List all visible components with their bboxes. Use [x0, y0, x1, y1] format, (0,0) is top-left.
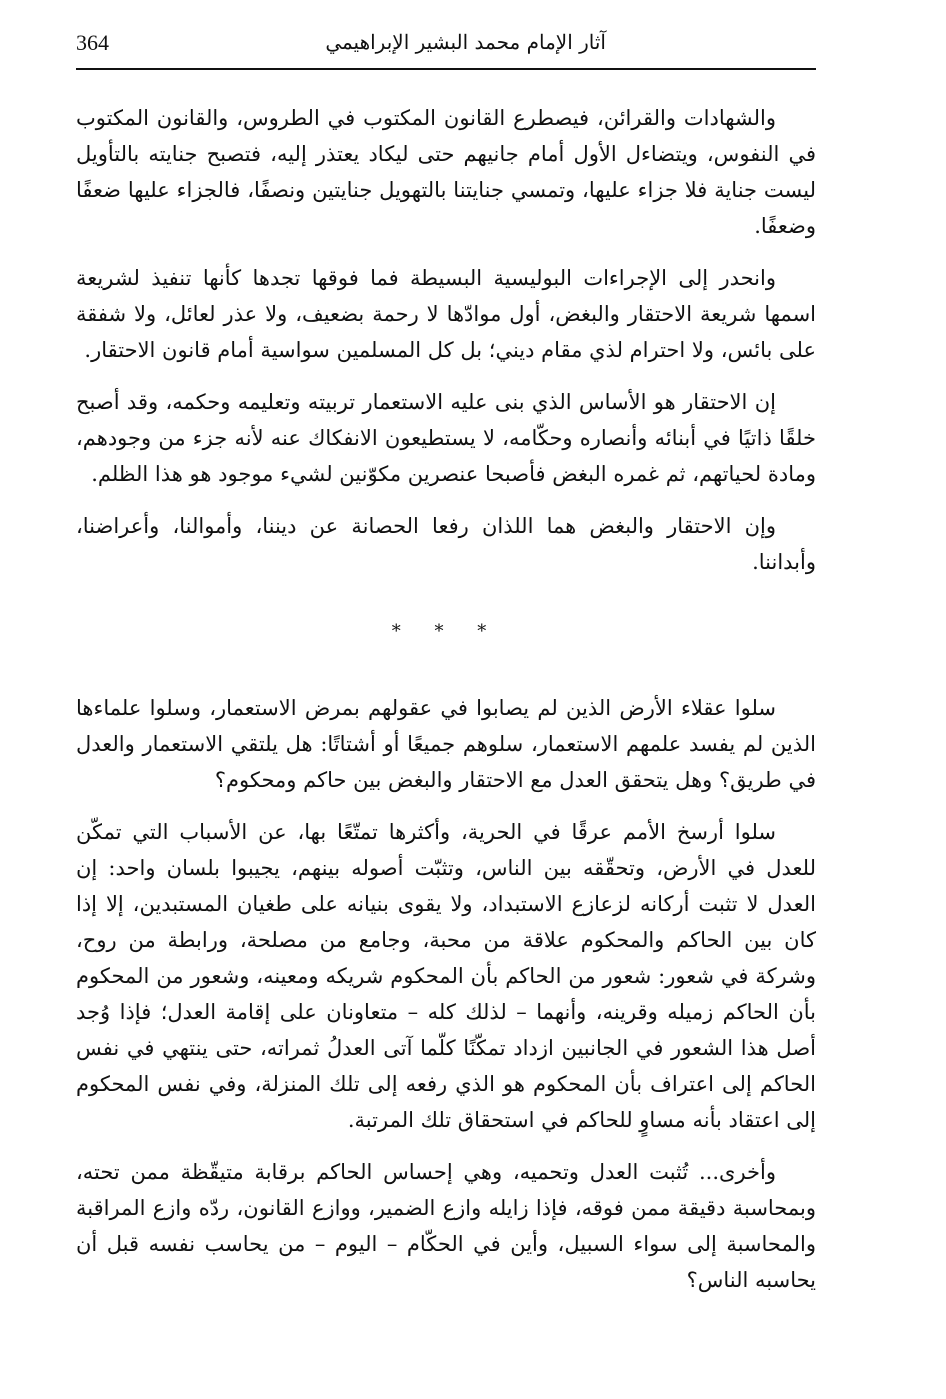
paragraph: وأخرى... تُثبت العدل وتحميه، وهي إحساس الحاكم برقابة متيقّظة ممن تحته، وبمحاسبة دقيقة ممن فوقه، فإذا زايله وازع الضمير، ووازع القانون، ردّه وازع المراقبة والمحاسبة إلى سواء السبيل، وأين في الحكّام – اليوم – من يحاسب نفسه قبل أن يحاسبه الناس؟	[76, 1160, 816, 1292]
page-number: 364	[76, 30, 109, 55]
page-header	[76, 24, 816, 70]
paragraph: سلوا أرسخ الأمم عرقًا في الحرية، وأكثرها تمتّعًا بها، عن الأسباب التي تمكّن للعدل في الأرض، وتحقّقه بين الناس، وتثبّت أصوله بينهم، يجيبوا بلسان واحد: إن العدل لا تثبت أركانه لزعازع الاستبداد، ولا يقوى بنيانه على طغيان المستبدين، إلا إذا كان بين الحاكم والمحكوم علاقة من محبة، وجامع من مصلحة، ورابطة من روح، وشركة في شعور: شعور من الحاكم بأن المحكوم شريكه ومعينه، وشعور من المحكوم بأن الحاكم زميله وقرينه، وأنهما – لذلك كله – متعاونان على إقامة العدل؛ فإذا وُجد أصل هذا الشعور في الجانبين ازداد تمكّنًا كلّما آتى العدلُ ثمراته، حتى ينتهي في نفس الحاكم إلى اعتراف بأن المحكوم هو الذي رفعه إلى تلك المنزلة، وفي نفس المحكوم إلى اعتقاد بأنه مساوٍ للحاكم في استحقاق تلك المرتبة.	[76, 820, 816, 1132]
page-body	[76, 100, 816, 1314]
section-separator: * * *	[391, 621, 501, 642]
paragraph: والشهادات والقرائن، فيصطرع القانون المكتوب في الطروس، والقانون المكتوب في النفوس، ويتضاءل الأول أمام جانيهم حتى ليكاد يعتذر إليه، فتصبح جنايته بالتأويل ليست جناية فلا جزاء عليها، وتمسي جنايتنا بالتهويل جنايتين ونصفًا، فالجزاء عليها ضعفًا وضعفًا.	[76, 106, 816, 238]
paragraph: وإن الاحتقار والبغض هما اللذان رفعا الحصانة عن ديننا، وأموالنا، وأعراضنا، وأبداننا.	[76, 514, 816, 574]
paragraph: وانحدر إلى الإجراءات البوليسية البسيطة فما فوقها تجدها كأنها تنفيذ لشريعة اسمها شريعة الاحتقار والبغض، أول موادّها لا رحمة بضعيف، ولا عذر لعائل، ولا شفقة على بائس، ولا احترام لذي مقام ديني؛ بل كل المسلمين سواسية أمام قانون الاحتقار.	[76, 266, 816, 362]
running-title: آثار الإمام محمد البشير الإبراهيمي	[325, 30, 606, 54]
paragraph: سلوا عقلاء الأرض الذين لم يصابوا في عقولهم بمرض الاستعمار، وسلوا علماءها الذين لم يفسد علمهم الاستعمار، سلوهم جميعًا أو أشتاتًا: هل يلتقي الاستعمار والعدل في طريق؟ وهل يتحقق العدل مع الاحتقار والبغض بين حاكم ومحكوم؟	[76, 696, 816, 792]
paragraph: إن الاحتقار هو الأساس الذي بنى عليه الاستعمار تربيته وتعليمه وحكمه، وقد أصبح خلقًا ذاتيًا في أبنائه وأنصاره وحكّامه، لا يستطيعون الانفكاك عنه لأنه جزء من وجودهم، ومادة لحياتهم، ثم غمره البغض فأصبحا عنصرين مكوّنين لشيء موجود هو هذا الظلم.	[76, 390, 816, 486]
